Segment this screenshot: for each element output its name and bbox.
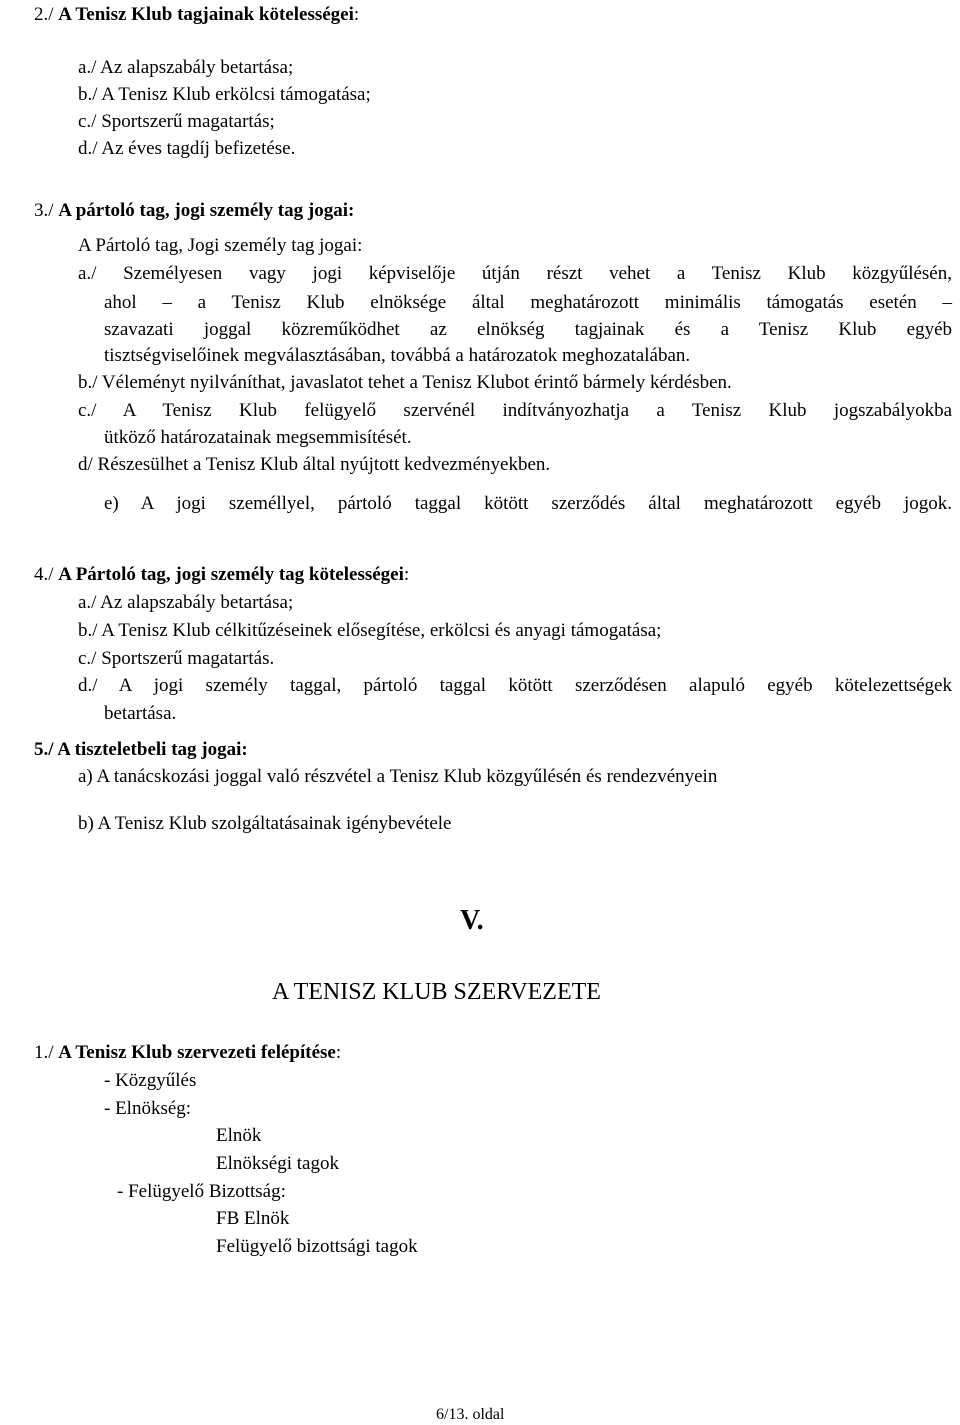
org-item: - Elnökség:: [104, 1098, 192, 1119]
section-2-heading: [34, 4, 359, 26]
section-4-title: A Pártoló tag, jogi személy tag kötelességei: [58, 564, 404, 585]
paragraph-line: b./ Véleményt nyilváníthat, javaslatot tehet a Tenisz Klubot érintő bármely kérdésben.: [78, 372, 732, 393]
list-item: d./ A jogi személy taggal, pártoló taggal kötött szerződésen alapuló egyéb kötelezettségek: [78, 675, 952, 696]
colon: :: [353, 4, 360, 25]
list-item: c./ Sportszerű magatartás;: [78, 111, 275, 132]
chapter-title: A TENISZ KLUB SZERVEZETE: [272, 979, 601, 1005]
org-item: Elnök: [216, 1125, 262, 1146]
section-2-title: A Tenisz Klub tagjainak kötelességei: [58, 4, 354, 25]
list-item: a./ Az alapszabály betartása;: [78, 57, 294, 78]
org-item: Elnökségi tagok: [216, 1153, 339, 1174]
list-item: a./ Az alapszabály betartása;: [78, 592, 294, 613]
org-title: A Tenisz Klub szervezeti felépítése: [58, 1042, 336, 1063]
paragraph-line: szavazati joggal közreműködhet az elnökség tagjainak és a Tenisz Klub egyéb: [104, 319, 952, 340]
paragraph-line: tisztségviselőinek megválasztásában, továbbá a határozatok meghozatalában.: [104, 345, 691, 366]
section-5-title: 5./ A tiszteletbeli tag jogai:: [34, 739, 248, 760]
chapter-number: V.: [460, 905, 484, 936]
list-item: b./ A Tenisz Klub erkölcsi támogatása;: [78, 84, 371, 105]
section-3-number: 3./: [34, 200, 54, 221]
list-item: c./ Sportszerű magatartás.: [78, 648, 275, 669]
org-item: Felügyelő bizottsági tagok: [216, 1236, 418, 1257]
paragraph-line: ahol – a Tenisz Klub elnöksége által meghatározott minimális támogatás esetén –: [104, 292, 952, 313]
colon: :: [335, 1042, 342, 1063]
org-item: - Felügyelő Bizottság:: [117, 1181, 286, 1202]
list-item: d./ Az éves tagdíj befizetése.: [78, 138, 296, 159]
org-item: FB Elnök: [216, 1208, 290, 1229]
section-4-number: 4./: [34, 564, 54, 585]
paragraph-line: ütköző határozatainak megsemmisítését.: [104, 427, 412, 448]
section-2-number: 2./: [34, 4, 54, 25]
paragraph-line: a) A tanácskozási joggal való részvétel a Tenisz Klub közgyűlésén és rendezvényein: [78, 766, 718, 787]
section-3-intro: A Pártoló tag, Jogi személy tag jogai:: [78, 235, 363, 256]
org-number: 1./: [34, 1042, 54, 1063]
section-3-heading: [34, 200, 354, 222]
org-item: - Közgyűlés: [104, 1070, 197, 1091]
colon: :: [403, 564, 410, 585]
paragraph-line: c./ A Tenisz Klub felügyelő szervénél indítványozhatja a Tenisz Klub jogszabályokba: [78, 400, 952, 421]
section-4-heading: [34, 564, 409, 586]
paragraph-line: a./ Személyesen vagy jogi képviselője útján részt vehet a Tenisz Klub közgyűlésén,: [78, 263, 952, 284]
list-item: b./ A Tenisz Klub célkitűzéseinek elősegítése, erkölcsi és anyagi támogatása;: [78, 620, 662, 641]
paragraph-line: e) A jogi személlyel, pártoló taggal kötött szerződés által meghatározott egyéb jogok.: [104, 493, 952, 514]
paragraph-line: d/ Részesülhet a Tenisz Klub által nyújtott kedvezményekben.: [78, 454, 551, 475]
list-item: betartása.: [104, 703, 177, 724]
section-3-title: A pártoló tag, jogi személy tag jogai:: [58, 200, 355, 221]
page-number: 6/13. oldal: [436, 1406, 505, 1423]
paragraph-line: b) A Tenisz Klub szolgáltatásainak igénybevétele: [78, 813, 452, 834]
org-heading: [34, 1042, 341, 1064]
